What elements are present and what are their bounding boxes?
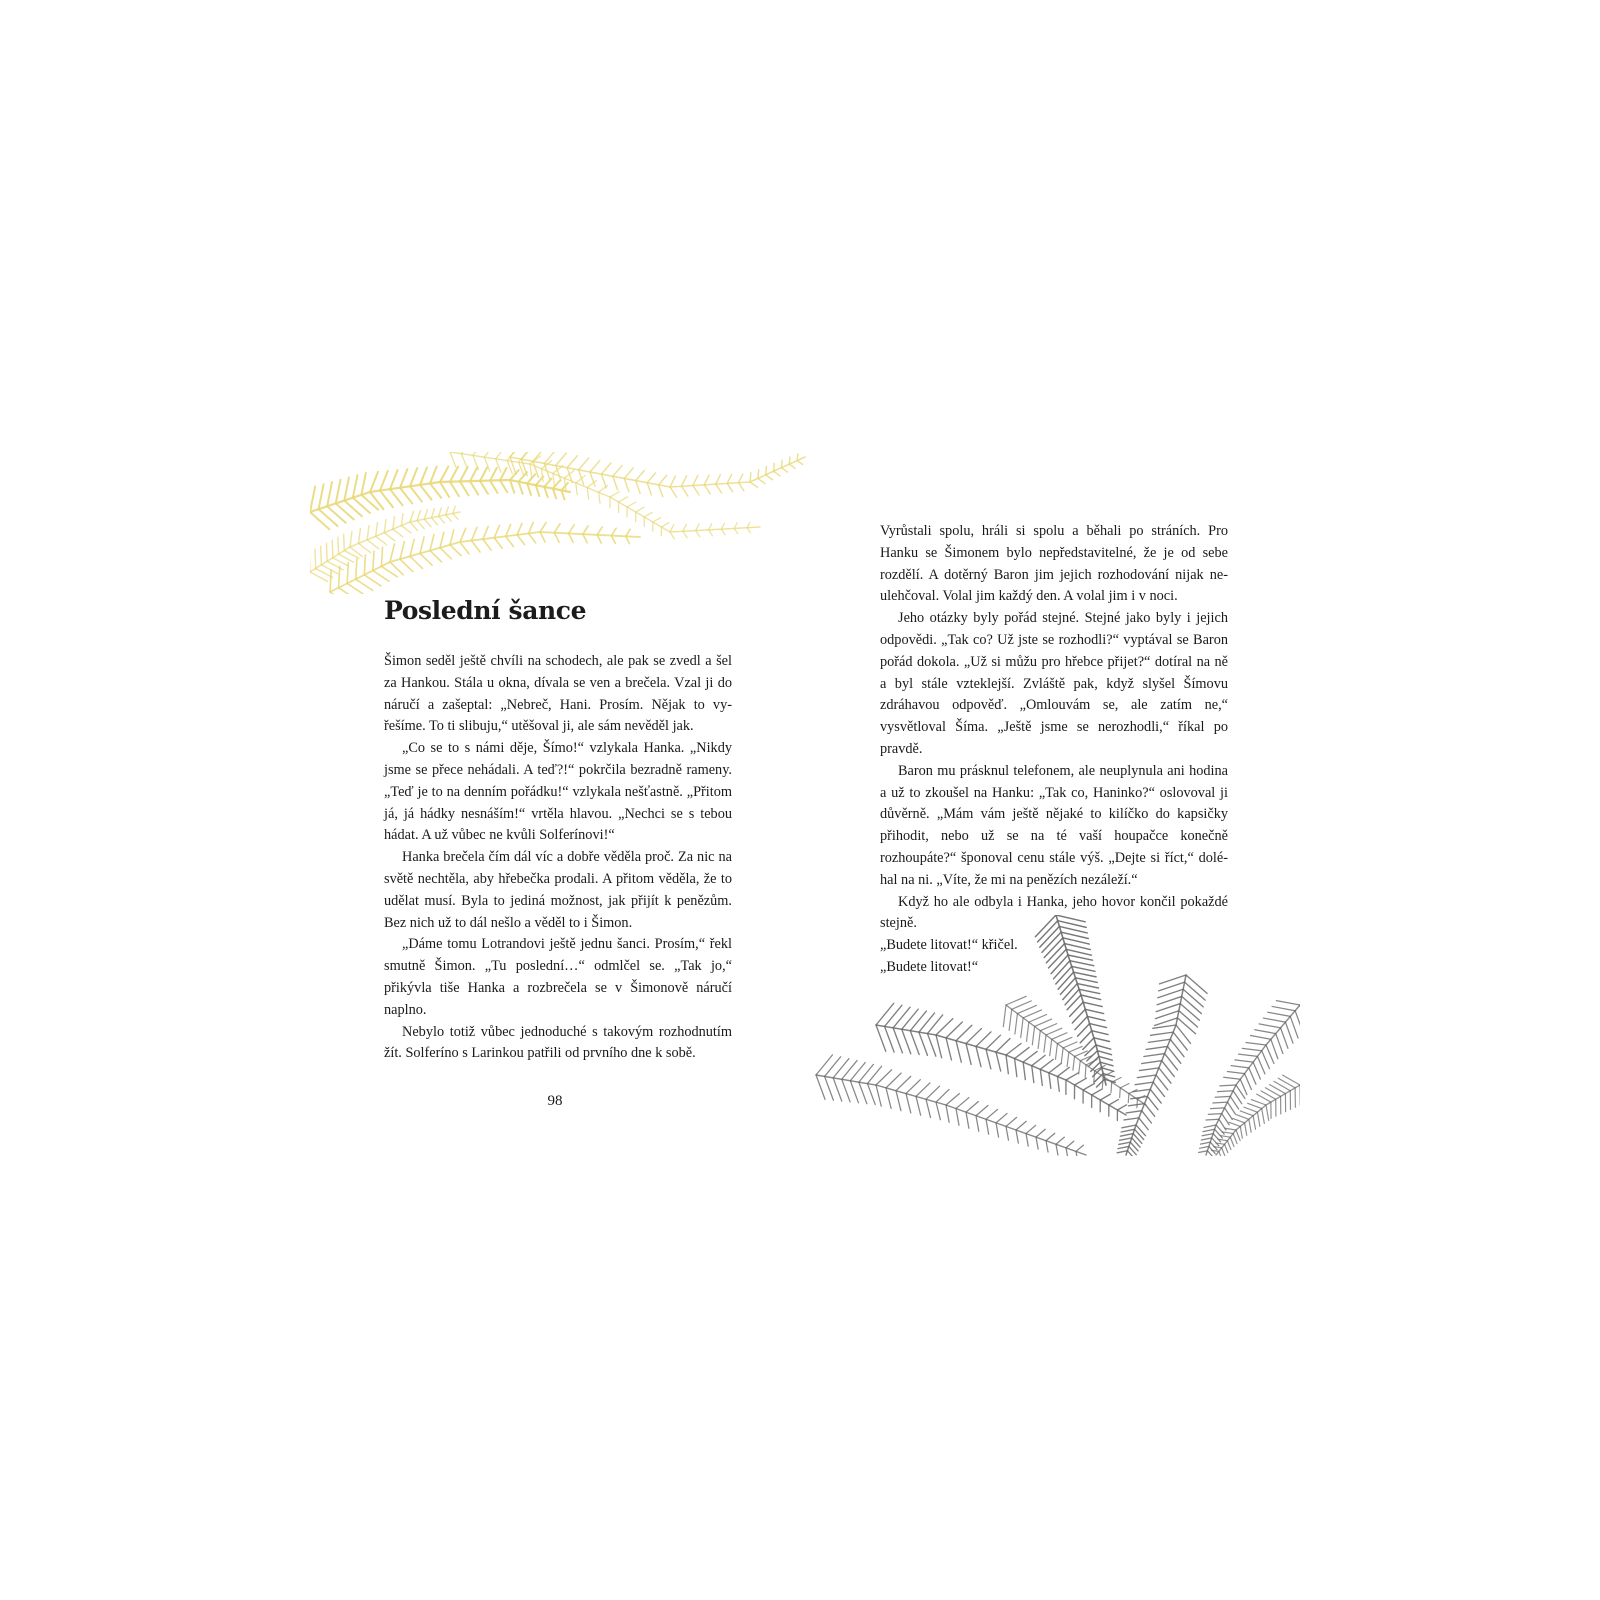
paragraph: Když ho ale odbyla i Hanka, jeho hovor končil pokaždé stejně. bbox=[880, 893, 1228, 932]
gray-fern-illustration bbox=[806, 915, 1300, 1156]
left-page-text bbox=[384, 651, 732, 1065]
right-page-text bbox=[880, 521, 1228, 979]
paragraph: „Budete litovat!“ křičel. bbox=[880, 937, 1018, 954]
paragraph: „Budete litovat!“ bbox=[880, 958, 979, 975]
yellow-fern-illustration bbox=[310, 452, 810, 594]
chapter-title: Poslední šance bbox=[384, 596, 587, 625]
paragraph: Vyrůstali spolu, hráli si spolu a běhali po stráních. Pro Hanku se Šimonem bylo nepředstavitelné, že je od sebe rozdělí. A dotěrný Baron jim jejich rozhodování nijak neulehčoval. Volal jim každý den. A volal jim i v noci. bbox=[880, 523, 1228, 605]
paragraph: Nebylo totiž vůbec jednoduché s takovým rozhodnutím žít. Solferíno s Larinkou patřili od prvního dne k sobě. bbox=[384, 1023, 732, 1062]
paragraph: Baron mu prásknul telefonem, ale neuplynula ani hodina a už to zkoušel na Hanku: „Tak co, Haninko?“ oslovoval ji důvěrně. „Mám vám ještě nějaké to kilíčko do kapsičky přihodit, nebo už se na té vaší houpačce konečně rozhoupáte?“ šponoval cenu stále výš. „Dejte si říct,“ doléhal na ni. „Víte, že mi na penězích nezáleží.“ bbox=[880, 762, 1228, 888]
paragraph: „Dáme tomu Lotrandovi ještě jednu šanci. Prosím,“ řekl smutně Šimon. „Tu poslední…“ odmlčel se. „Tak jo,“ přikývla tiše Hanka a rozbrečela se v Šimonově náručí naplno. bbox=[384, 936, 732, 1018]
paragraph: Šimon seděl ještě chvíli na schodech, ale pak se zvedl a šel za Hankou. Stála u okna, dívala se ven a brečela. Vzal ji do náručí a zašeptal: „Nebreč, Hani. Prosím. Nějak to vyřešíme. To ti slibuju,“ utěšoval ji, ale sám nevěděl jak. bbox=[384, 653, 732, 735]
paragraph: Hanka brečela čím dál víc a dobře věděla proč. Za nic na světě nechtěla, aby hřebečka prodali. A přitom věděla, že to udělat musí. Byla to jediná možnost, jak přijít k penězům. Bez nich už to dál nešlo a věděl to i Šimon. bbox=[384, 849, 732, 931]
paragraph: „Co se to s námi děje, Šímo!“ vzlykala Hanka. „Nikdy jsme se přece nehádali. A teď?!“ pokrčila bezradně rameny. „Teď je to na denním pořádku!“ vzlykala nešťastně. „Přitom já, já hádky nesnáším!“ vrtěla hlavou. „Nechci se s tebou hádat. A už vůbec ne kvůli Solferínovi!“ bbox=[384, 740, 732, 844]
page-number: 98 bbox=[547, 1093, 563, 1109]
paragraph: Jeho otázky byly pořád stejné. Stejné jako byly i jejich odpovědi. „Tak co? Už jste se rozhodli?“ vyptával se Baron pořád dokola. „Už si můžu pro hřebce přijet?“ dotíral na ně a byl stále vzteklejší. Zvláště pak, když slyšel Šímovu zdráhavou odpověď. „Omlouvám se, ale zatím ne,“ vysvětloval Šíma. „Ještě jsme se nerozhodli,“ říkal po pravdě. bbox=[880, 610, 1228, 757]
